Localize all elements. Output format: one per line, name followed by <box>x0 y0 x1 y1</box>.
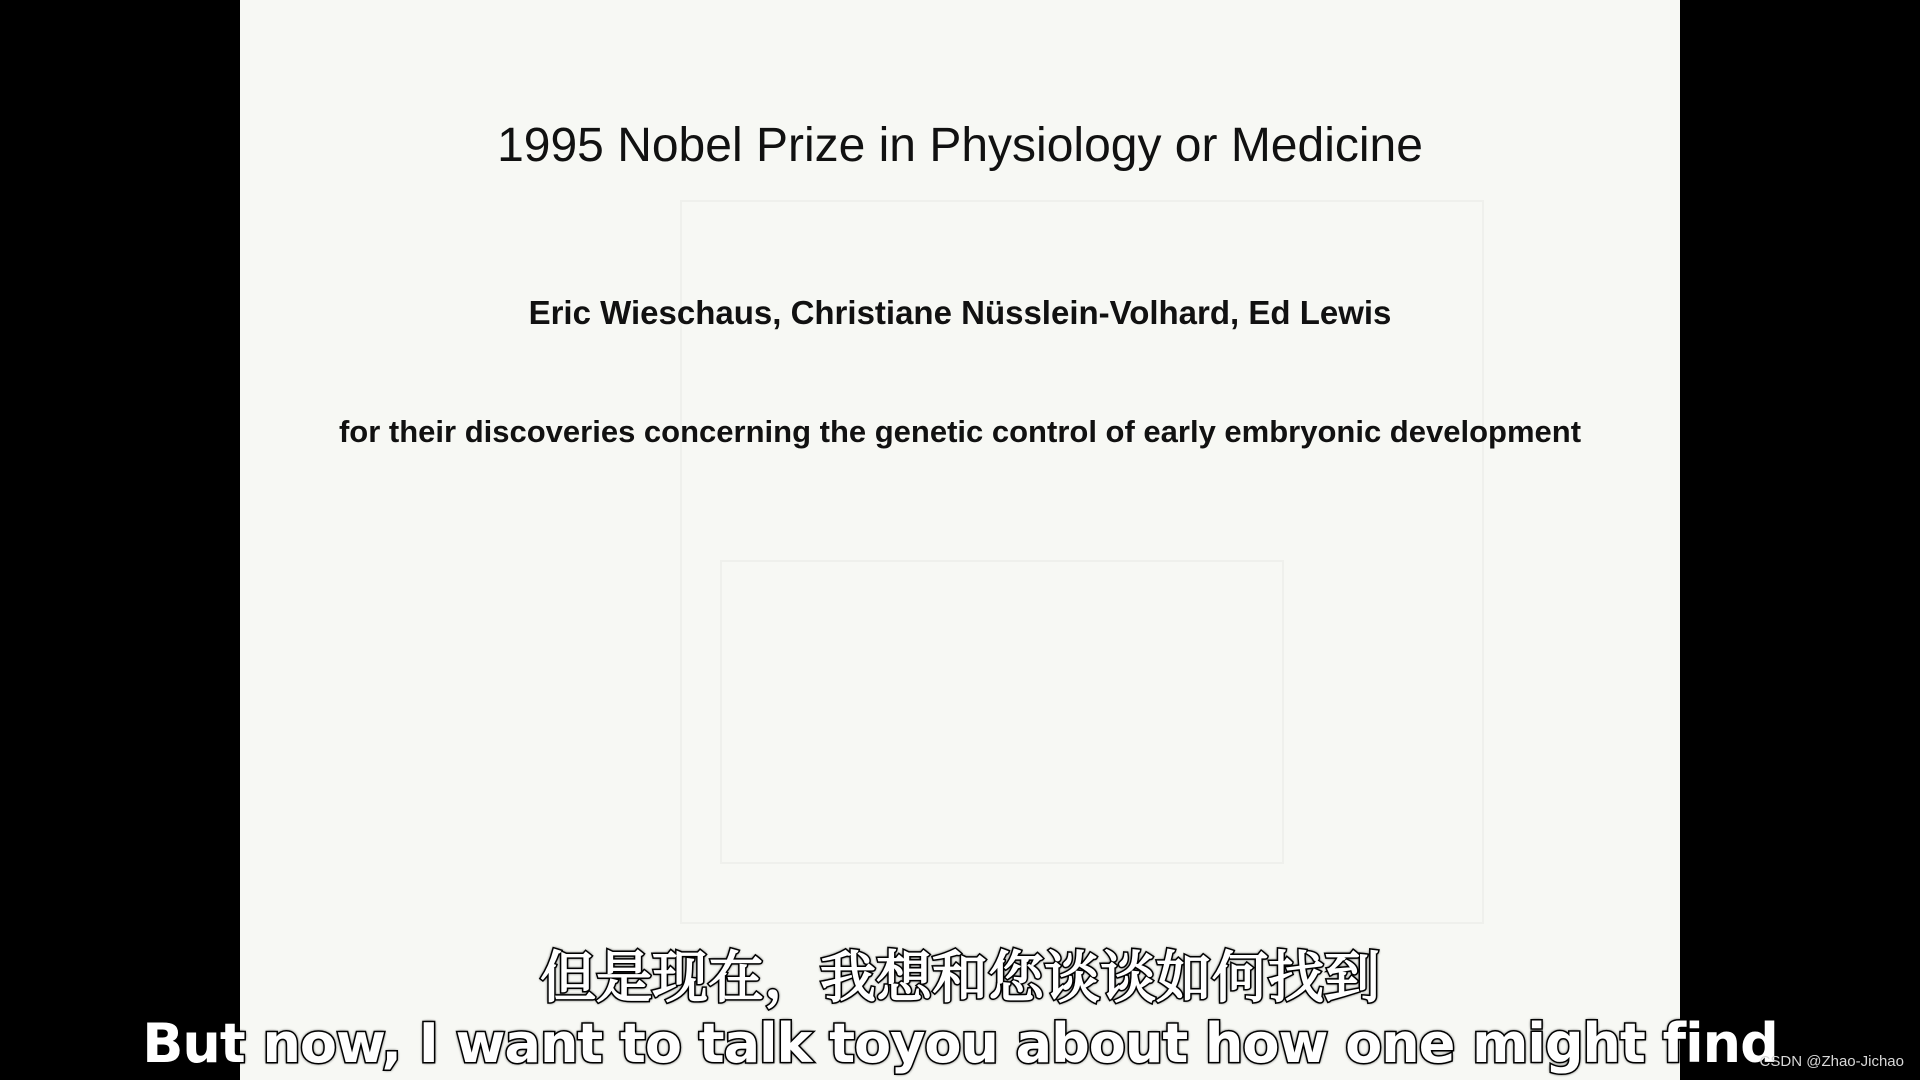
watermark: CSDN @Zhao-Jichao <box>1759 1053 1904 1070</box>
subtitle-english: But now, I want to talk toyou about how one might find <box>142 1012 1778 1075</box>
presentation-slide <box>240 0 1680 1080</box>
faded-figure-inner <box>720 560 1284 864</box>
slide-laureates: Eric Wieschaus, Christiane Nüsslein-Volhard, Ed Lewis <box>528 294 1392 331</box>
slide-citation: for their discoveries concerning the genetic control of early embryonic development <box>338 414 1582 449</box>
subtitle-chinese: 但是现在，我想和您谈谈如何找到 <box>540 946 1380 1011</box>
slide-title: 1995 Nobel Prize in Physiology or Medicine <box>497 119 1423 172</box>
